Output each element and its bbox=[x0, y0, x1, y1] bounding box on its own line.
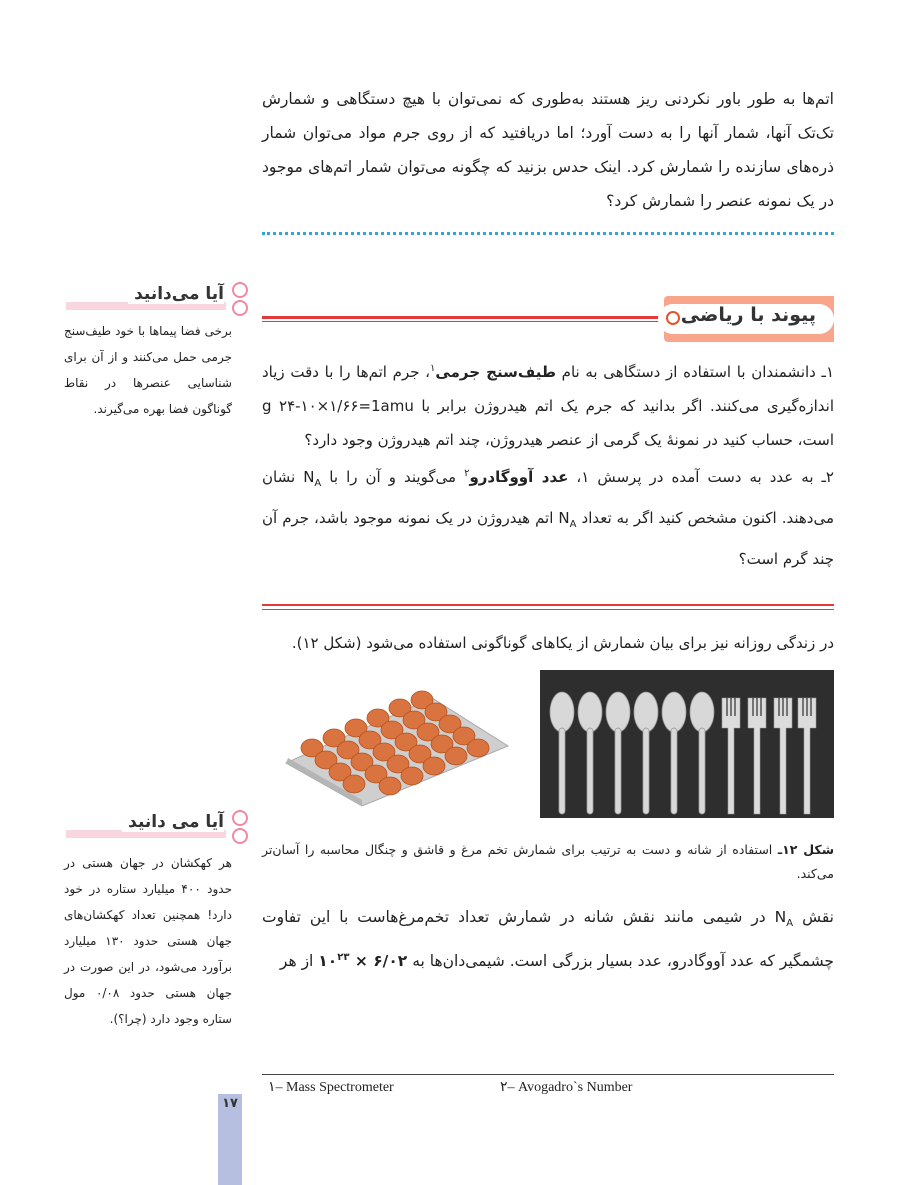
footnote-1: ۱– Mass Spectrometer bbox=[268, 1080, 394, 1095]
avogadro-number bbox=[318, 952, 407, 970]
did-you-know-title-2: آیا می دانید bbox=[122, 812, 224, 832]
caption-label: شکل ۱۲ـ bbox=[777, 842, 834, 857]
avogadro-mantissa: ۶/۰۲ × ۱۰ bbox=[318, 952, 408, 971]
spoons-forks-image bbox=[540, 670, 834, 818]
q2-prefix: ۲ـ به عدد به دست آمده در پرسش ۱، bbox=[568, 468, 834, 486]
math-link-header bbox=[262, 296, 834, 342]
q1-rest: ، جرم اتم‌ها را با دقت زیاد اندازه‌گیری می‌کنند. اگر بدانید که جرم یک اتم هیدروژن برابر با g ۲۴-۱۰×۱/۶۶=1amu است، حساب کنید در نمونهٔ یک گرمی از عنصر هیدروژن، چند اتم هیدروژن وجود دارد؟ bbox=[262, 363, 834, 449]
math-questions bbox=[262, 352, 834, 576]
q1-prefix: ۱ـ دانشمندان با استفاده از دستگاهی به نام bbox=[555, 363, 835, 381]
did-you-know-title-1: آیا می‌دانید bbox=[128, 284, 224, 304]
q2-footnote-ref: ۲ bbox=[464, 468, 470, 479]
p3-rest: در شیمی مانند نقش شانه در شمارش تعداد تخم‌مرغ‌هاست با این تفاوت چشمگیر که عدد آووگادرو، عدد بسیار بزرگی است. شیمی‌دان‌ها به bbox=[262, 908, 834, 971]
q2-rest: می‌گویند و آن را با N bbox=[303, 468, 465, 486]
math-link-title: پیوند با ریاضی bbox=[680, 304, 816, 326]
q1-footnote-ref: ۱ bbox=[430, 363, 436, 374]
q2-term: عدد آووگادرو bbox=[469, 468, 569, 486]
avogadro-paragraph bbox=[262, 900, 834, 978]
p3-prefix: نقش N bbox=[774, 908, 834, 926]
section-end-rule bbox=[262, 604, 834, 606]
p3-sub: A bbox=[786, 918, 794, 930]
did-you-know-header-2 bbox=[66, 810, 250, 846]
footnotes bbox=[262, 1074, 834, 1101]
intro-paragraph: اتم‌ها به طور باور نکردنی ریز هستند به‌طوری که نمی‌توان با هیچ دستگاهی و شمارش تک‌تک آنها، شمار آنها را به دست آورد؛ اما دریافتید که از روی جرم مواد می‌توان شمار ذره‌های سازنده را شمارش کرد. اینک حدس بزنید که چگونه می‌توان شمار اتم‌های موجود در یک نمونه عنصر را شمارش کرد؟ bbox=[262, 90, 834, 210]
caption-text: استفاده از شانه و دست به ترتیب برای شمارش تخم مرغ و قاشق و چنگال محاسبه را آسان‌تر می‌کند. bbox=[262, 842, 834, 881]
did-you-know-header-1 bbox=[66, 282, 250, 318]
section-end-rule-thin bbox=[262, 609, 834, 610]
p3-end: از هر bbox=[279, 952, 319, 971]
footnote-2: ۲– Avogadro`s Number bbox=[500, 1080, 633, 1095]
did-you-know-text-2: هر کهکشان در جهان هستی در حدود ۴۰۰ میلیارد ستاره در خود دارد! همچنین تعداد کهکشان‌های جهان هستی حدود ۱۳۰ میلیارد برآورد می‌شود، در این صورت در جهان هستی حدود ۰/۰۸ مول ستاره وجود دارد (چرا؟). bbox=[64, 856, 232, 1026]
header-tab bbox=[664, 296, 834, 342]
q1-term: طیف‌سنج جرمی bbox=[435, 363, 556, 381]
q2-sub2: A bbox=[569, 519, 577, 530]
q2-rest3: اتم هیدروژن در یک نمونه موجود باشد، جرم آن چند گرم است؟ bbox=[262, 509, 834, 568]
red-rule-thin bbox=[262, 321, 664, 322]
dotted-divider bbox=[262, 232, 834, 235]
q2-sub: A bbox=[314, 478, 322, 489]
did-you-know-text-1: برخی فضا پیماها با خود طیف‌سنج جرمی حمل می‌کنند و از آن برای شناسایی عنصرها در نقاط گوناگون فضا بهره می‌گیرند. bbox=[64, 324, 232, 416]
egg-carton-image bbox=[282, 668, 510, 808]
page-number: ۱۷ bbox=[222, 1096, 238, 1111]
q2-rest2: نشان می‌دهند. اکنون مشخص کنید اگر به تعداد N bbox=[262, 468, 834, 527]
question-1 bbox=[262, 352, 834, 457]
circle-icon bbox=[666, 311, 680, 325]
circles-icon bbox=[232, 810, 246, 840]
question-2 bbox=[262, 457, 834, 576]
figure-12-caption bbox=[262, 838, 834, 886]
daily-units-text: در زندگی روزانه نیز برای بیان شمارش از یکاهای گوناگونی استفاده می‌شود (شکل ۱۲). bbox=[291, 634, 834, 652]
red-rule bbox=[262, 316, 664, 319]
circles-icon bbox=[232, 282, 246, 312]
avogadro-exponent: ۲۳ bbox=[337, 952, 350, 964]
